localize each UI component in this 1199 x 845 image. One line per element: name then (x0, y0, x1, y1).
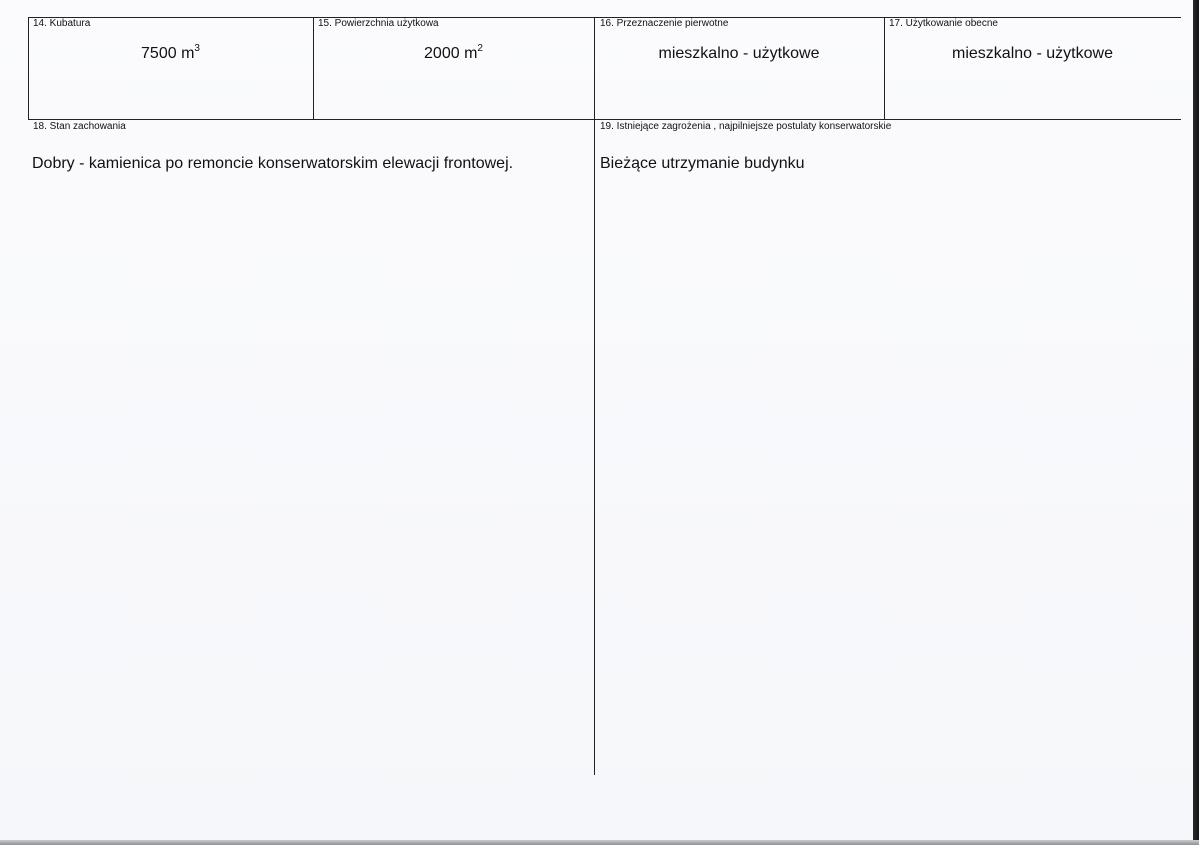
field-14-unit-exponent: 3 (194, 43, 200, 54)
field-17-label: 17. Użytkowanie obecne (889, 18, 998, 29)
column-divider-14-15 (313, 17, 314, 120)
field-15-value (313, 44, 594, 64)
row-divider (28, 119, 1181, 120)
field-18-label: 18. Stan zachowania (33, 121, 126, 132)
field-18-value: Dobry - kamienica po remoncie konserwatorskim elewacji frontowej. (32, 155, 514, 172)
column-divider-16-17 (884, 17, 885, 120)
field-15-label: 15. Powierzchnia użytkowa (318, 18, 439, 29)
column-divider-center (594, 17, 595, 775)
field-19-label: 19. Istniejące zagrożenia , najpilniejsze postulaty konserwatorskie (600, 121, 892, 132)
field-15-unit-exponent: 2 (477, 43, 483, 54)
field-17-value: mieszkalno - użytkowe (952, 45, 1113, 62)
table-left-border (28, 17, 29, 120)
field-14-value (28, 44, 313, 64)
field-15-value-text: 2000 m (424, 45, 478, 62)
field-14-label: 14. Kubatura (33, 18, 91, 29)
field-19-value: Bieżące utrzymanie budynku (600, 155, 805, 172)
field-16-label: 16. Przeznaczenie pierwotne (600, 18, 729, 29)
scan-edge-bottom (0, 840, 1199, 845)
field-16-value: mieszkalno - użytkowe (658, 45, 820, 62)
field-14-value-text: 7500 m (141, 45, 195, 62)
scan-edge-right (1193, 0, 1199, 845)
